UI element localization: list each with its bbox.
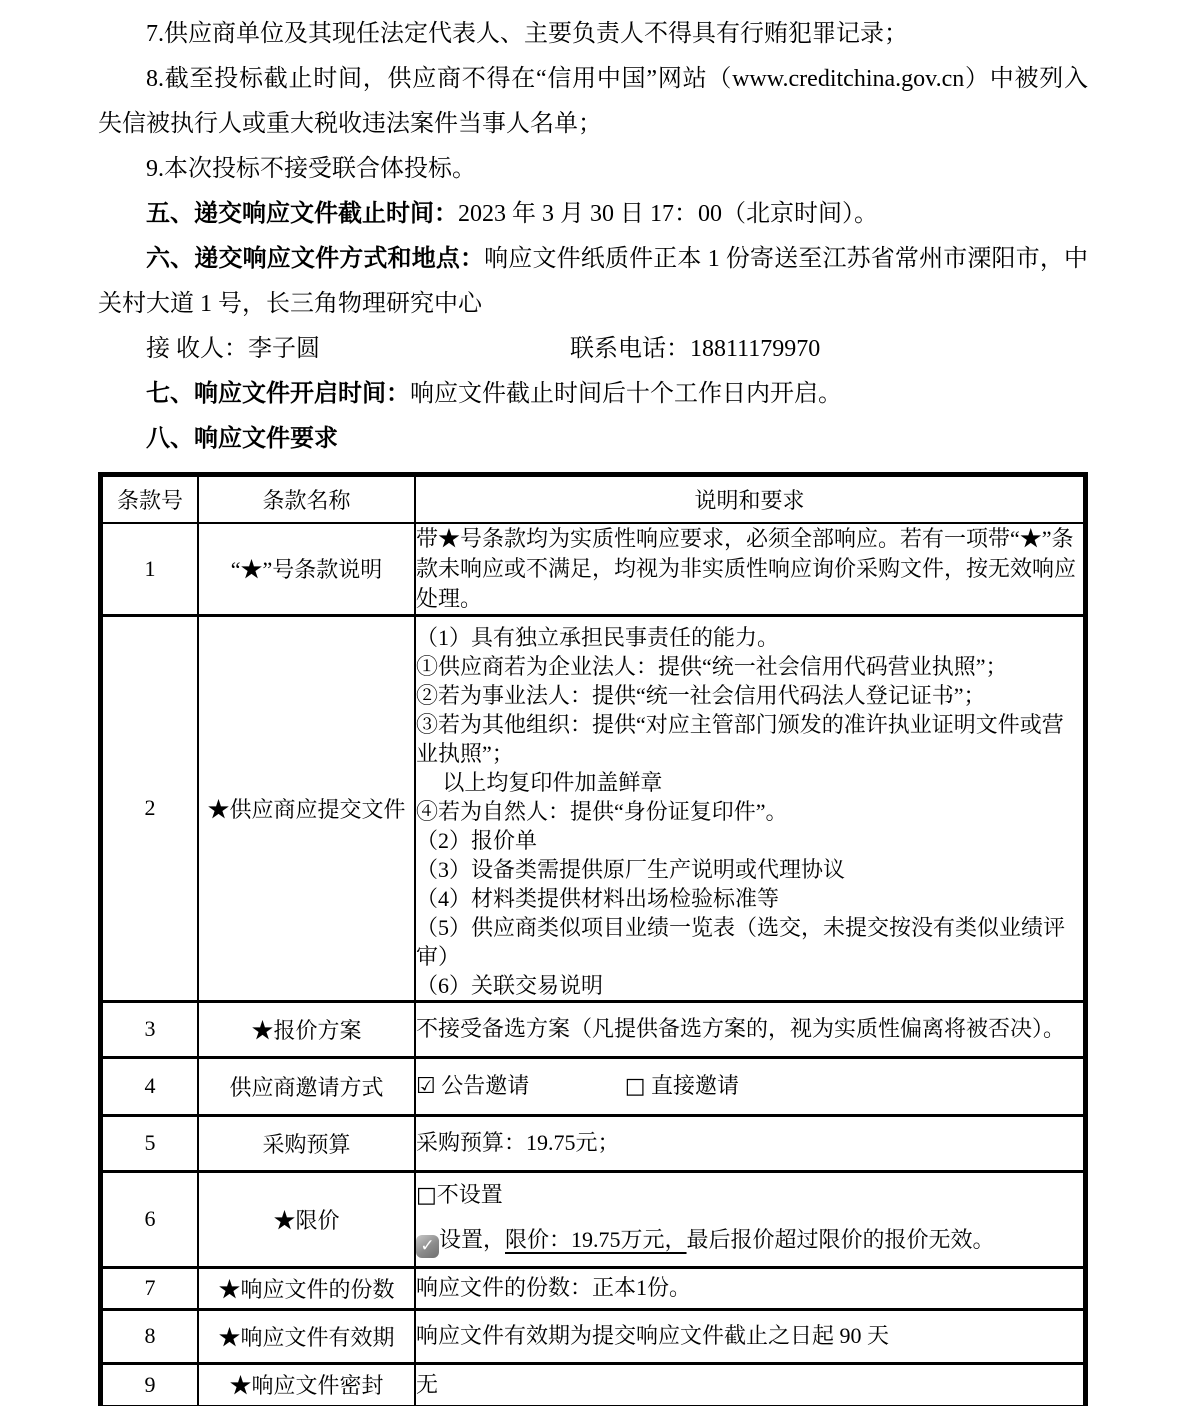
desc-line: ③若为其他组织：提供“对应主管部门颁发的准许执业证明文件或营业执照”； — [416, 711, 1064, 766]
table-row — [101, 1267, 1086, 1309]
desc-line: ①供应商若为企业法人：提供“统一社会信用代码营业执照”； — [416, 653, 1008, 679]
table-header-row — [101, 475, 1086, 523]
limit-option-set — [416, 1225, 1083, 1258]
checkbox-checked-icon: ☑ — [416, 1073, 436, 1099]
contact-line — [98, 327, 1088, 372]
section-6-delivery — [98, 237, 1088, 327]
clause-desc-cell — [415, 1171, 1086, 1267]
section-5-deadline — [98, 192, 1088, 237]
limit-value-underlined: 限价：19.75万元， — [505, 1227, 687, 1252]
clause-desc-cell: 采购预算：19.75元； — [415, 1115, 1086, 1171]
desc-line: （2）报价单 — [416, 827, 538, 853]
desc-line: ②若为事业法人：提供“统一社会信用代码法人登记证书”； — [416, 682, 986, 708]
desc-line: （5）供应商类似项目业绩一览表（选交，未提交按没有类似业绩评审） — [416, 914, 1066, 969]
paragraph-9: 9.本次投标不接受联合体投标。 — [146, 156, 476, 182]
table-row — [101, 1363, 1086, 1406]
clause-name-cell: ★响应文件有效期 — [198, 1309, 415, 1363]
clause-number-cell: 8 — [101, 1309, 199, 1363]
paragraph-7: 7.供应商单位及其现任法定代表人、主要负责人不得具有行贿犯罪记录； — [146, 21, 908, 47]
table-row — [101, 1057, 1086, 1115]
desc-line: ④若为自然人：提供“身份证复印件”。 — [416, 798, 788, 824]
clause-desc-cell — [415, 615, 1086, 1001]
checkbox-unchecked-icon: □ — [416, 1183, 437, 1208]
clause-name-cell: ★限价 — [198, 1171, 415, 1267]
section-7-opening — [98, 372, 1088, 417]
table-row — [101, 1309, 1086, 1363]
section-8-requirements — [98, 417, 1088, 462]
option-label: 直接邀请 — [651, 1072, 740, 1098]
limit-suffix: 最后报价超过限价的报价无效。 — [686, 1227, 995, 1252]
section-6-text: 响应文件纸质件正本 1 份寄送至江苏省常州市溧阳市，中关村大道 1 号，长三角物理研究中心 — [98, 246, 1089, 317]
clause-number-cell: 1 — [101, 523, 199, 616]
table-row — [101, 1001, 1086, 1057]
limit-option-unset — [416, 1180, 1083, 1211]
checked-checkbox-icon: ✓ — [416, 1235, 439, 1258]
clause-name-cell: 采购预算 — [198, 1115, 415, 1171]
option-label: 不设置 — [436, 1182, 503, 1207]
clause-desc-cell: 响应文件有效期为提交响应文件截止之日起 90 天 — [415, 1309, 1086, 1363]
desc-line: （3）设备类需提供原厂生产说明或代理协议 — [416, 856, 846, 882]
header-clause-name: 条款名称 — [198, 475, 415, 523]
table-row — [101, 1115, 1086, 1171]
contact-phone: 联系电话：18811179970 — [570, 336, 821, 362]
table-row — [101, 1171, 1086, 1267]
header-clause-number: 条款号 — [101, 475, 199, 523]
desc-line: （6）关联交易说明 — [416, 972, 604, 998]
clause-number-cell: 4 — [101, 1057, 199, 1115]
clause-name-cell: ★报价方案 — [198, 1001, 415, 1057]
header-clause-desc: 说明和要求 — [415, 475, 1086, 523]
clause-number-cell: 7 — [101, 1267, 199, 1309]
section-7-text: 响应文件截止时间后十个工作日内开启。 — [410, 381, 842, 407]
desc-line: （1）具有独立承担民事责任的能力。 — [416, 624, 780, 650]
clause-number-cell: 6 — [101, 1171, 199, 1267]
requirements-table — [98, 472, 1088, 1406]
section-8-heading: 八、响应文件要求 — [146, 426, 338, 452]
option-label: 公告邀请 — [441, 1072, 530, 1098]
clause-desc-cell: 不接受备选方案（凡提供备选方案的，视为实质性偏离将被否决）。 — [415, 1001, 1086, 1057]
limit-prefix: 设置， — [439, 1227, 506, 1252]
section-7-heading: 七、响应文件开启时间： — [146, 381, 410, 407]
contact-recipient: 接 收人：李子圆 — [146, 336, 320, 362]
desc-line: 以上均复印件加盖鲜章 — [442, 769, 663, 795]
checkbox-unchecked-icon: □ — [624, 1073, 646, 1099]
clause-desc-cell — [415, 1057, 1086, 1115]
section-5-heading: 五、递交响应文件截止时间： — [146, 201, 458, 227]
clause-name-cell: “★”号条款说明 — [198, 523, 415, 616]
clause-number-cell: 5 — [101, 1115, 199, 1171]
section-5-text: 2023 年 3 月 30 日 17：00（北京时间）。 — [458, 201, 878, 227]
table-row — [101, 523, 1086, 616]
paragraph-8: 8.截至投标截止时间，供应商不得在“信用中国”网站（www.creditchina.gov.cn）中被列入失信被执行人或重大税收违法案件当事人名单； — [98, 66, 1088, 137]
clause-number-cell: 3 — [101, 1001, 199, 1057]
section-6-heading: 六、递交响应文件方式和地点： — [146, 246, 485, 272]
clause-name-cell: ★响应文件密封 — [198, 1363, 415, 1406]
clause-number-cell: 9 — [101, 1363, 199, 1406]
desc-line: （4）材料类提供材料出场检验标准等 — [416, 885, 780, 911]
clause-name-cell: ★供应商应提交文件 — [198, 615, 415, 1001]
table-row — [101, 615, 1086, 1001]
clause-desc-cell: 无 — [415, 1363, 1086, 1406]
clause-name-cell: 供应商邀请方式 — [198, 1057, 415, 1115]
clause-number-cell: 2 — [101, 615, 199, 1001]
clause-desc-cell: 带★号条款均为实质性响应要求，必须全部响应。若有一项带“★”条款未响应或不满足，均视为非实质性响应询价采购文件，按无效响应处理。 — [415, 523, 1086, 616]
clause-name-cell: ★响应文件的份数 — [198, 1267, 415, 1309]
clause-desc-cell: 响应文件的份数：正本1份。 — [415, 1267, 1086, 1309]
